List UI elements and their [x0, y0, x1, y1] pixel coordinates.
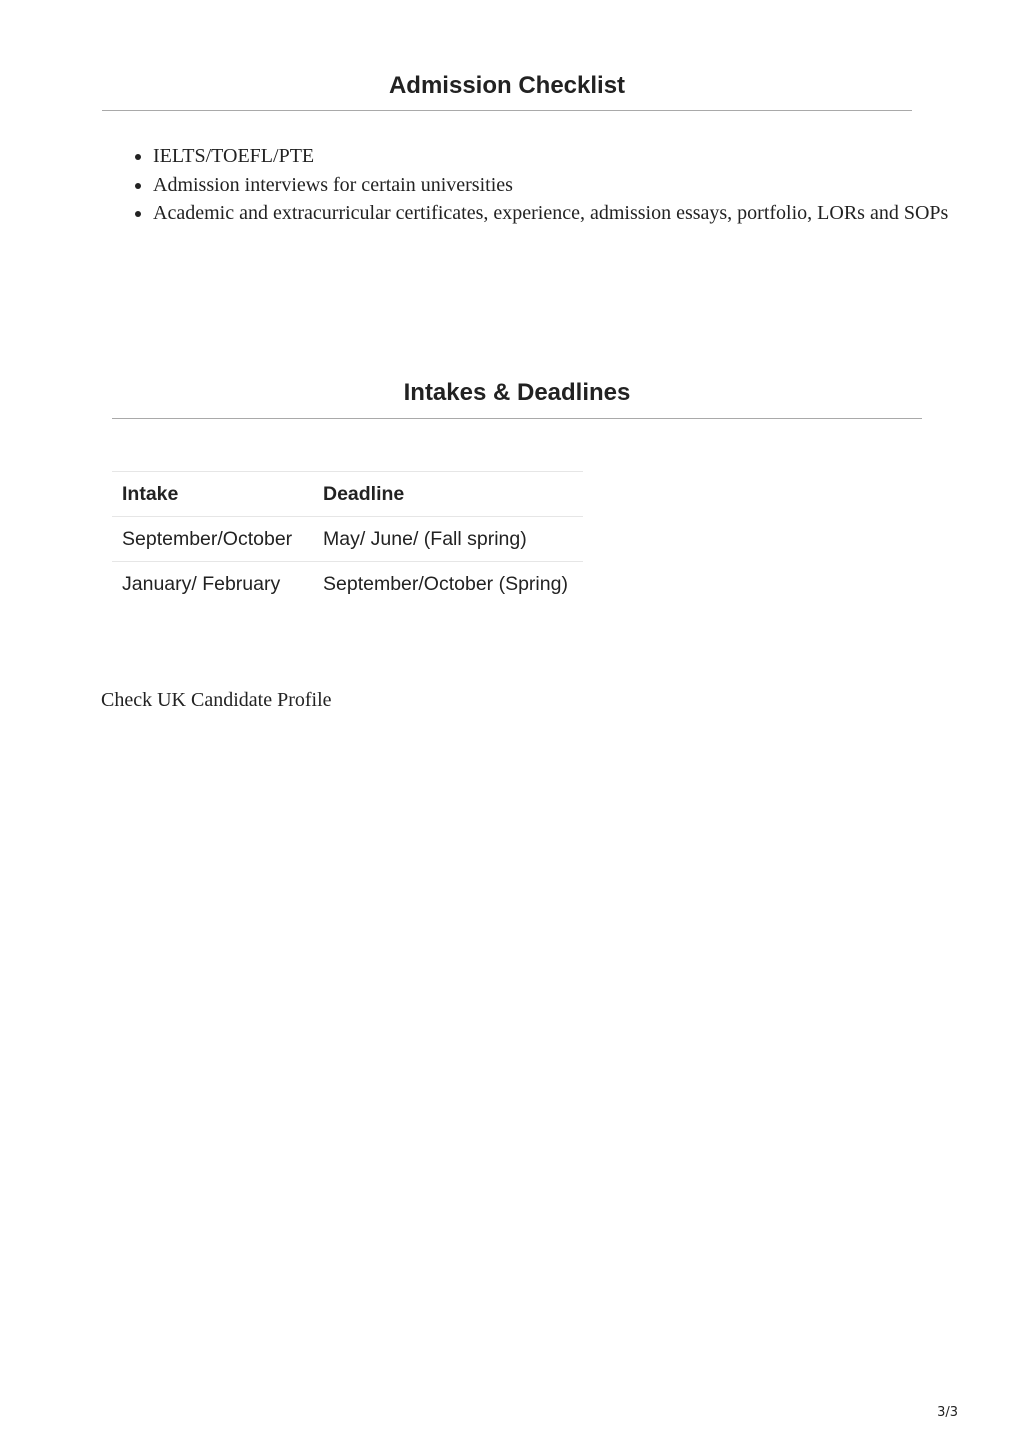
admission-checklist — [112, 142, 953, 228]
table-header-row — [112, 472, 583, 517]
column-header-deadline: Deadline — [313, 472, 583, 517]
intakes-deadlines-heading: Intakes & Deadlines — [403, 379, 631, 406]
list-item: • Academic and extracurricular certificates, experience, admission essays, portfolio, LORs and SOPs — [153, 199, 953, 228]
table-cell: January/ February — [112, 562, 313, 607]
section-divider — [102, 110, 912, 111]
table-row — [112, 562, 583, 607]
list-item: • Admission interviews for certain universities — [153, 171, 953, 200]
table-cell: September/October — [112, 517, 313, 562]
section-divider — [112, 418, 922, 419]
table-cell: May/ June/ (Fall spring) — [313, 517, 583, 562]
admission-checklist-heading: Admission Checklist — [388, 72, 626, 99]
column-header-intake: Intake — [112, 472, 313, 517]
list-item: • IELTS/TOEFL/PTE — [153, 142, 953, 171]
intakes-table — [112, 471, 583, 606]
table-row — [112, 517, 583, 562]
page-number: 3/3 — [937, 1405, 958, 1420]
check-candidate-profile-link[interactable]: Check UK Candidate Profile — [101, 689, 332, 711]
table-cell: September/October (Spring) — [313, 562, 583, 607]
